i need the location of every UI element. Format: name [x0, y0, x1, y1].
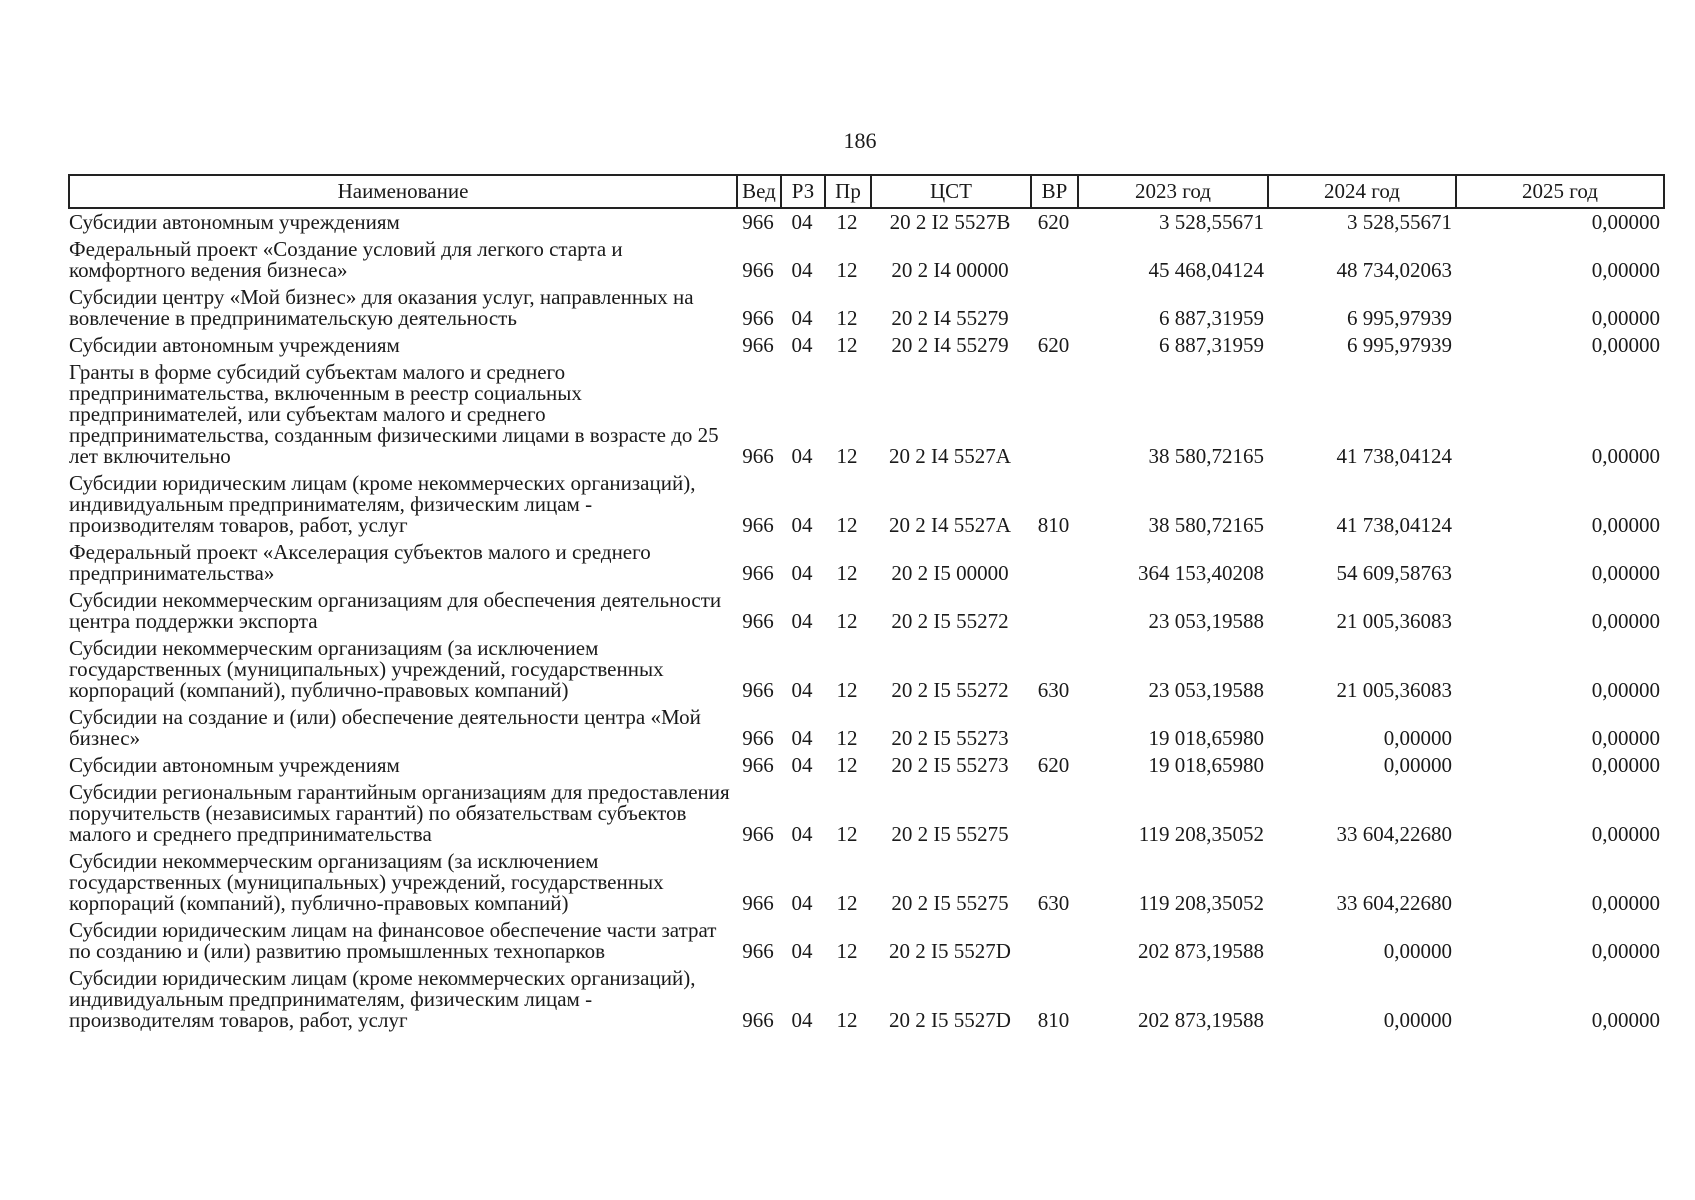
row-vr-cell [1031, 587, 1078, 635]
row-2023-cell: 6 887,31959 [1159, 333, 1264, 357]
row-pr-cell: 12 [836, 561, 858, 585]
row-cst-cell: 20 2 I5 55273 [891, 726, 1009, 750]
row-2024-cell: 48 734,02063 [1336, 258, 1452, 282]
row-name-cell: Субсидии некоммерческим организациям (за исключением государственных (муниципальных) учреждений, государственных корпораций (компаний), публично-правовых компаний) [69, 636, 664, 702]
row-2023-cell: 23 053,19588 [1148, 678, 1264, 702]
row-2023-cell: 6 887,31959 [1159, 306, 1264, 330]
row-vr-cell: 620 [1037, 210, 1070, 234]
row-2025-cell: 0,00000 [1591, 726, 1660, 750]
row-2025-cell: 0,00000 [1591, 822, 1660, 846]
row-pr-cell: 12 [836, 258, 858, 282]
row-2023-cell: 38 580,72165 [1148, 513, 1264, 537]
row-2024-cell: 41 738,04124 [1336, 513, 1452, 537]
row-ved-cell: 966 [742, 726, 774, 750]
table-row [69, 236, 1664, 284]
row-rz-cell: 04 [791, 822, 813, 846]
row-vr-cell: 810 [1037, 1008, 1070, 1032]
row-ved-cell: 966 [742, 822, 774, 846]
table-row [69, 470, 1664, 539]
row-2024-cell: 21 005,36083 [1336, 678, 1452, 702]
table-row [69, 587, 1664, 635]
row-2025-cell: 0,00000 [1591, 306, 1660, 330]
row-ved-cell: 966 [742, 939, 774, 963]
row-name-cell: Субсидии региональным гарантийным организациям для предоставления поручительств (независимых гарантий) по обязательствам субъектов малого и среднего предпринимательства [69, 780, 730, 846]
row-2024-cell: 0,00000 [1383, 726, 1452, 750]
row-vr-cell [1031, 284, 1078, 332]
row-pr-cell: 12 [836, 333, 858, 357]
row-rz-cell: 04 [791, 609, 813, 633]
row-2023-cell: 19 018,65980 [1148, 726, 1264, 750]
row-2024-cell: 0,00000 [1383, 753, 1452, 777]
row-2025-cell: 0,00000 [1591, 210, 1660, 234]
row-ved-cell: 966 [742, 210, 774, 234]
row-2023-cell: 119 208,35052 [1138, 891, 1264, 915]
page-number: 186 [843, 128, 877, 153]
row-pr-cell: 12 [836, 726, 858, 750]
row-pr-cell: 12 [836, 210, 858, 234]
row-rz-cell: 04 [791, 258, 813, 282]
row-cst-cell: 20 2 I5 55272 [891, 678, 1009, 702]
row-2025-cell: 0,00000 [1591, 753, 1660, 777]
row-vr-cell [1031, 359, 1078, 470]
row-rz-cell: 04 [791, 1008, 813, 1032]
row-pr-cell: 12 [836, 513, 858, 537]
row-2024-cell: 33 604,22680 [1336, 822, 1452, 846]
row-vr-cell [1031, 236, 1078, 284]
column-header-cst: ЦСТ [871, 175, 1031, 208]
row-2024-cell: 3 528,55671 [1347, 210, 1452, 234]
row-2024-cell: 33 604,22680 [1336, 891, 1452, 915]
row-rz-cell: 04 [791, 891, 813, 915]
row-2025-cell: 0,00000 [1591, 513, 1660, 537]
row-cst-cell: 20 2 I2 5527B [889, 210, 1011, 234]
row-rz-cell: 04 [791, 678, 813, 702]
row-2024-cell: 6 995,97939 [1347, 306, 1452, 330]
row-name-cell: Субсидии автономным учреждениям [69, 753, 400, 777]
row-pr-cell: 12 [836, 891, 858, 915]
table-row [69, 965, 1664, 1034]
row-cst-cell: 20 2 I5 55275 [891, 822, 1009, 846]
row-rz-cell: 04 [791, 753, 813, 777]
row-name-cell: Федеральный проект «Акселерация субъектов малого и среднего предпринимательства» [69, 540, 651, 585]
budget-table [68, 174, 1665, 1034]
row-2025-cell: 0,00000 [1591, 561, 1660, 585]
row-pr-cell: 12 [836, 822, 858, 846]
row-ved-cell: 966 [742, 753, 774, 777]
row-ved-cell: 966 [742, 306, 774, 330]
row-2023-cell: 3 528,55671 [1159, 210, 1264, 234]
column-header-2025: 2025 год [1456, 175, 1664, 208]
row-ved-cell: 966 [742, 1008, 774, 1032]
row-2024-cell: 0,00000 [1383, 939, 1452, 963]
row-2023-cell: 38 580,72165 [1148, 444, 1264, 468]
row-vr-cell [1031, 539, 1078, 587]
row-cst-cell: 20 2 I4 55279 [891, 333, 1009, 357]
row-2023-cell: 45 468,04124 [1148, 258, 1264, 282]
table-row [69, 704, 1664, 752]
row-ved-cell: 966 [742, 258, 774, 282]
row-2025-cell: 0,00000 [1591, 939, 1660, 963]
row-ved-cell: 966 [742, 678, 774, 702]
column-header-2023: 2023 год [1078, 175, 1268, 208]
row-2024-cell: 21 005,36083 [1336, 609, 1452, 633]
table-row [69, 635, 1664, 704]
column-header-ved: Вед [737, 175, 781, 208]
row-2023-cell: 202 873,19588 [1138, 939, 1264, 963]
row-cst-cell: 20 2 I5 55273 [891, 753, 1009, 777]
table-row [69, 284, 1664, 332]
row-2025-cell: 0,00000 [1591, 678, 1660, 702]
row-2024-cell: 0,00000 [1383, 1008, 1452, 1032]
row-rz-cell: 04 [791, 939, 813, 963]
row-2023-cell: 364 153,40208 [1138, 561, 1264, 585]
row-name-cell: Субсидии на создание и (или) обеспечение деятельности центра «Мой бизнес» [69, 705, 701, 750]
row-cst-cell: 20 2 I5 55272 [891, 609, 1009, 633]
table-row [69, 359, 1664, 470]
row-pr-cell: 12 [836, 609, 858, 633]
row-name-cell: Субсидии юридическим лицам (кроме некоммерческих организаций), индивидуальным предпринимателям, физическим лицам - производителям товаров, работ, услуг [69, 966, 696, 1032]
row-vr-cell [1031, 779, 1078, 848]
row-name-cell: Гранты в форме субсидий субъектам малого и среднего предпринимательства, включенным в реестр социальных предпринимателей, или субъектам малого и среднего предпринимательства, созданным физическими лицами в возрасте до 25 лет включительно [69, 360, 719, 468]
table-header-row [69, 175, 1664, 208]
row-vr-cell: 620 [1037, 753, 1070, 777]
row-2025-cell: 0,00000 [1591, 333, 1660, 357]
row-ved-cell: 966 [742, 561, 774, 585]
row-cst-cell: 20 2 I4 5527A [889, 444, 1011, 468]
table-row [69, 539, 1664, 587]
table-row [69, 752, 1664, 779]
table-row [69, 332, 1664, 359]
row-pr-cell: 12 [836, 753, 858, 777]
row-name-cell: Субсидии центру «Мой бизнес» для оказания услуг, направленных на вовлечение в предпринимательскую деятельность [69, 285, 694, 330]
row-2025-cell: 0,00000 [1591, 1008, 1660, 1032]
row-cst-cell: 20 2 I5 5527D [889, 1008, 1011, 1032]
row-2024-cell: 41 738,04124 [1336, 444, 1452, 468]
row-name-cell: Субсидии автономным учреждениям [69, 333, 400, 357]
row-2023-cell: 23 053,19588 [1148, 609, 1264, 633]
row-pr-cell: 12 [836, 444, 858, 468]
row-ved-cell: 966 [742, 609, 774, 633]
row-ved-cell: 966 [742, 444, 774, 468]
row-name-cell: Субсидии некоммерческим организациям (за исключением государственных (муниципальных) учреждений, государственных корпораций (компаний), публично-правовых компаний) [69, 849, 664, 915]
row-2025-cell: 0,00000 [1591, 258, 1660, 282]
row-name-cell: Федеральный проект «Создание условий для легкого старта и комфортного ведения бизнеса» [69, 237, 623, 282]
row-2025-cell: 0,00000 [1591, 609, 1660, 633]
row-ved-cell: 966 [742, 513, 774, 537]
row-vr-cell: 630 [1037, 891, 1070, 915]
row-name-cell: Субсидии юридическим лицам (кроме некоммерческих организаций), индивидуальным предпринимателям, физическим лицам - производителям товаров, работ, услуг [69, 471, 696, 537]
column-header-2024: 2024 год [1268, 175, 1456, 208]
row-vr-cell: 630 [1037, 678, 1070, 702]
table-row [69, 779, 1664, 848]
row-pr-cell: 12 [836, 1008, 858, 1032]
column-header-vr: ВР [1031, 175, 1078, 208]
row-rz-cell: 04 [791, 726, 813, 750]
row-2023-cell: 202 873,19588 [1138, 1008, 1264, 1032]
row-ved-cell: 966 [742, 333, 774, 357]
row-ved-cell: 966 [742, 891, 774, 915]
row-2025-cell: 0,00000 [1591, 444, 1660, 468]
row-pr-cell: 12 [836, 939, 858, 963]
row-rz-cell: 04 [791, 306, 813, 330]
row-cst-cell: 20 2 I4 55279 [891, 306, 1009, 330]
row-rz-cell: 04 [791, 561, 813, 585]
row-2023-cell: 119 208,35052 [1138, 822, 1264, 846]
row-vr-cell [1031, 704, 1078, 752]
row-2024-cell: 6 995,97939 [1347, 333, 1452, 357]
row-vr-cell: 810 [1037, 513, 1070, 537]
row-rz-cell: 04 [791, 513, 813, 537]
row-pr-cell: 12 [836, 306, 858, 330]
row-pr-cell: 12 [836, 678, 858, 702]
table-row [69, 848, 1664, 917]
row-rz-cell: 04 [791, 210, 813, 234]
row-rz-cell: 04 [791, 444, 813, 468]
column-header-pr: Пр [825, 175, 871, 208]
row-rz-cell: 04 [791, 333, 813, 357]
row-name-cell: Субсидии некоммерческим организациям для обеспечения деятельности центра поддержки экспорта [69, 588, 722, 633]
row-cst-cell: 20 2 I5 5527D [889, 939, 1011, 963]
row-vr-cell [1031, 917, 1078, 965]
table-row [69, 917, 1664, 965]
table-row [69, 208, 1664, 236]
row-2025-cell: 0,00000 [1591, 891, 1660, 915]
row-cst-cell: 20 2 I5 55275 [891, 891, 1009, 915]
column-header-name: Наименование [69, 175, 737, 208]
row-2023-cell: 19 018,65980 [1148, 753, 1264, 777]
row-name-cell: Субсидии юридическим лицам на финансовое обеспечение части затрат по созданию и (или) развитию промышленных технопарков [69, 918, 717, 963]
row-cst-cell: 20 2 I4 5527A [889, 513, 1011, 537]
row-2024-cell: 54 609,58763 [1336, 561, 1452, 585]
row-vr-cell: 620 [1037, 333, 1070, 357]
row-cst-cell: 20 2 I4 00000 [891, 258, 1009, 282]
row-name-cell: Субсидии автономным учреждениям [69, 210, 400, 234]
row-cst-cell: 20 2 I5 00000 [891, 561, 1009, 585]
column-header-rz: РЗ [781, 175, 825, 208]
table-body [69, 208, 1664, 1034]
